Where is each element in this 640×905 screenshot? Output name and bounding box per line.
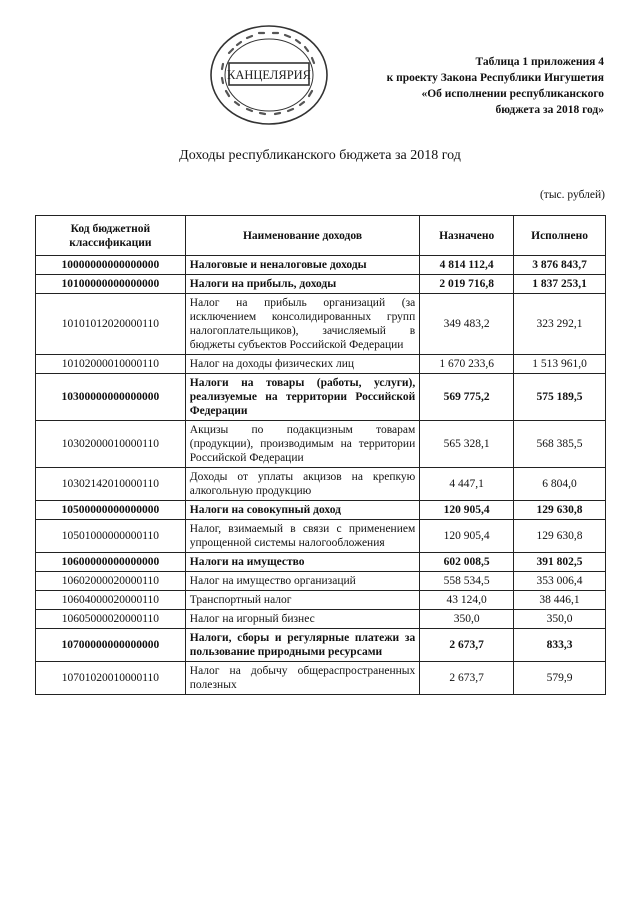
row-planned: 43 124,0 [420,591,514,610]
table-row [36,553,606,572]
row-name: Транспортный налог [185,591,419,610]
row-name: Налог на имущество организаций [185,572,419,591]
row-actual: 391 802,5 [514,553,606,572]
row-actual: 1 837 253,1 [514,275,606,294]
row-name: Налог, взимаемый в связи с применением упрощенной системы налогообложения [185,520,419,553]
row-planned: 558 534,5 [420,572,514,591]
table-row [36,256,606,275]
header-name: Наименование доходов [185,216,419,256]
row-code: 10300000000000000 [36,374,186,421]
row-name: Акцизы по подакцизным товарам (продукции), производимым на территории Российской Федерации [185,421,419,468]
row-code: 10302142010000110 [36,468,186,501]
table-row [36,355,606,374]
row-actual: 575 189,5 [514,374,606,421]
row-code: 10602000020000110 [36,572,186,591]
table-row [36,520,606,553]
row-planned: 2 673,7 [420,662,514,695]
table-header-row [36,216,606,256]
row-name: Налог на прибыль организаций (за исключением консолидированных групп налогоплательщиков), зачисляемый в бюджеты субъектов Российской Федерации [185,294,419,355]
row-actual: 129 630,8 [514,520,606,553]
row-code: 10100000000000000 [36,275,186,294]
header-line-2: к проекту Закона Республики Ингушетия [386,72,604,84]
header-planned: Назначено [420,216,514,256]
row-planned: 565 328,1 [420,421,514,468]
row-code: 10102000010000110 [36,355,186,374]
row-name: Налоги, сборы и регулярные платежи за пользование природными ресурсами [185,629,419,662]
table-row [36,275,606,294]
row-planned: 2 019 716,8 [420,275,514,294]
row-actual: 323 292,1 [514,294,606,355]
page-title: Доходы республиканского бюджета за 2018 год [179,148,461,163]
row-actual: 833,3 [514,629,606,662]
row-name: Налоги на совокупный доход [185,501,419,520]
row-planned: 120 905,4 [420,501,514,520]
table-row [36,629,606,662]
table-row [36,501,606,520]
table-row [36,294,606,355]
row-actual: 6 804,0 [514,468,606,501]
header-code: Код бюджетной классификации [36,216,186,256]
row-code: 10302000010000110 [36,421,186,468]
row-code: 10605000020000110 [36,610,186,629]
row-code: 10000000000000000 [36,256,186,275]
table-body [36,256,606,695]
table-row [36,610,606,629]
row-code: 10600000000000000 [36,553,186,572]
table-row [36,374,606,421]
row-code: 10501000000000110 [36,520,186,553]
table-row [36,662,606,695]
row-planned: 1 670 233,6 [420,355,514,374]
units-note: (тыс. рублей) [539,189,605,201]
row-planned: 569 775,2 [420,374,514,421]
table-row [36,591,606,610]
row-planned: 2 673,7 [420,629,514,662]
row-planned: 120 905,4 [420,520,514,553]
header-line-1: Таблица 1 приложения 4 [475,56,604,68]
row-actual: 1 513 961,0 [514,355,606,374]
row-actual: 3 876 843,7 [514,256,606,275]
header-actual: Исполнено [514,216,606,256]
row-name: Налоги на товары (работы, услуги), реализуемые на территории Российской Федерации [185,374,419,421]
row-actual: 38 446,1 [514,591,606,610]
row-planned: 349 483,2 [420,294,514,355]
row-actual: 568 385,5 [514,421,606,468]
row-name: Налоги на имущество [185,553,419,572]
row-code: 10700000000000000 [36,629,186,662]
row-planned: 4 447,1 [420,468,514,501]
row-name: Налог на игорный бизнес [185,610,419,629]
table-row [36,572,606,591]
row-actual: 353 006,4 [514,572,606,591]
row-planned: 350,0 [420,610,514,629]
document-header [387,54,604,118]
row-actual: 579,9 [514,662,606,695]
row-name: Налог на добычу общераспространенных полезных [185,662,419,695]
row-actual: 350,0 [514,610,606,629]
stamp-label: КАНЦЕЛЯРИЯ [226,68,312,82]
table-row [36,468,606,501]
row-actual: 129 630,8 [514,501,606,520]
revenue-table [35,215,606,695]
row-name: Налоги на прибыль, доходы [185,275,419,294]
row-code: 10604000020000110 [36,591,186,610]
row-name: Доходы от уплаты акцизов на крепкую алкогольную продукцию [185,468,419,501]
office-stamp [207,23,331,127]
row-planned: 4 814 112,4 [420,256,514,275]
row-code: 10701020010000110 [36,662,186,695]
header-line-3: «Об исполнении республиканского [421,88,604,100]
row-name: Налог на доходы физических лиц [185,355,419,374]
row-code: 10500000000000000 [36,501,186,520]
row-name: Налоговые и неналоговые доходы [185,256,419,275]
header-line-4: бюджета за 2018 год» [495,104,604,116]
row-code: 10101012020000110 [36,294,186,355]
table-row [36,421,606,468]
row-planned: 602 008,5 [420,553,514,572]
